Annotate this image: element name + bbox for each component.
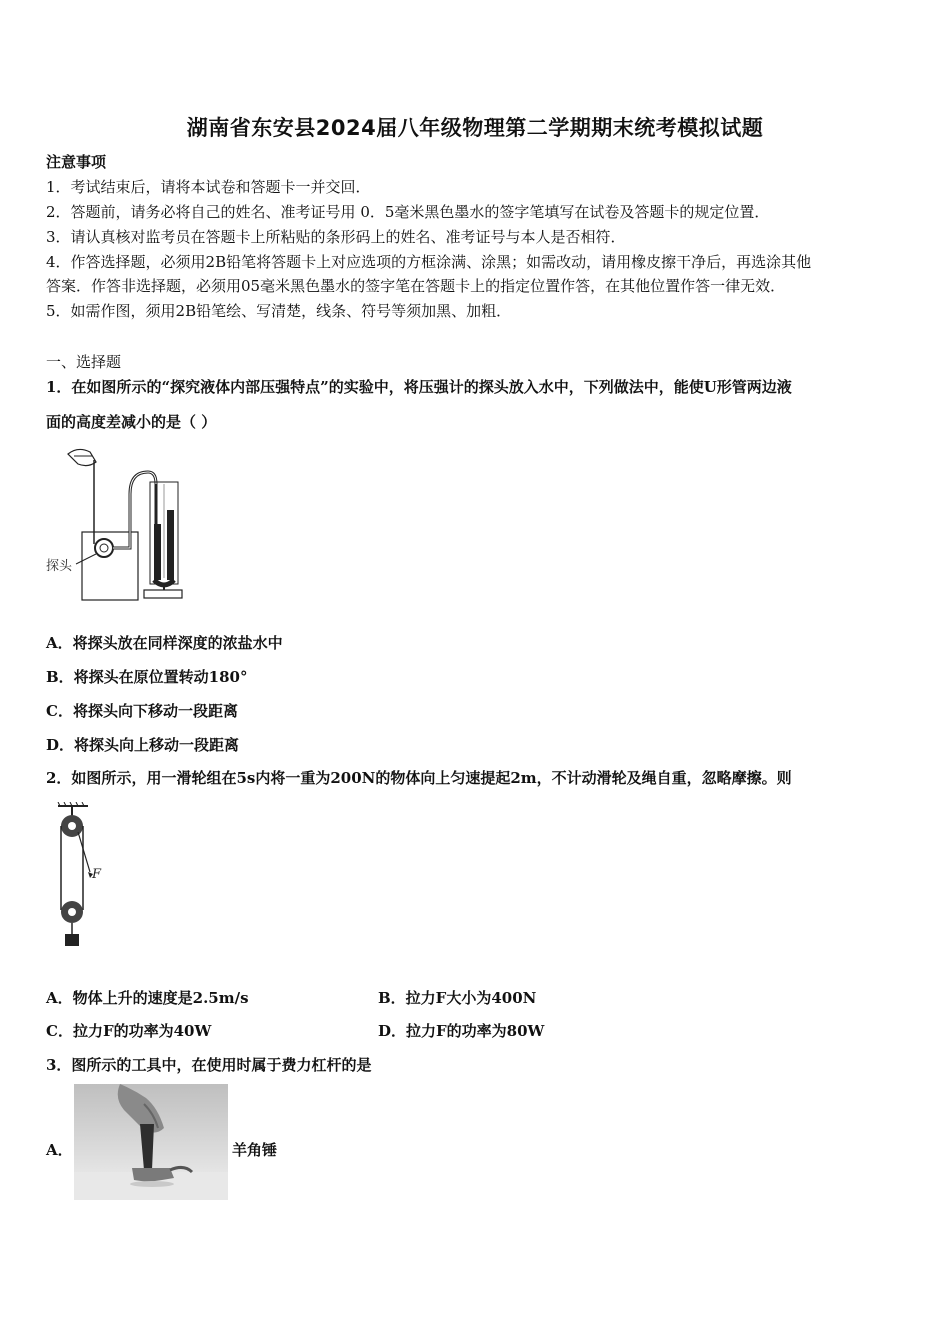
- page-title: 湖南省东安县2024届八年级物理第二学期期末统考模拟试题: [186, 116, 764, 140]
- q1-option-b[interactable]: B．将探头在原位置转动180°: [46, 668, 248, 686]
- q3-stem: 3．图所示的工具中，在使用时属于费力杠杆的是: [46, 1056, 372, 1074]
- section-heading: 一、选择题: [46, 353, 122, 371]
- notice-item: 4．作答选择题，必须用2B铅笔将答题卡上对应选项的方框涂满、涂黑；如需改动，请用橡皮擦干净后，再选涂其他: [46, 253, 812, 271]
- q1-stem-line2: 面的高度差减小的是（ ）: [46, 413, 217, 431]
- q2-stem: 2．如图所示，用一滑轮组在5s内将一重为200N的物体向上匀速提起2m，不计动滑轮及绳自重，忽略摩擦。则: [46, 769, 792, 787]
- q2-option-d[interactable]: D．拉力F的功率为80W: [378, 1022, 545, 1040]
- probe-label: 探头: [46, 559, 73, 574]
- claw-hammer-photo: [74, 1084, 228, 1200]
- q1-option-c[interactable]: C．将探头向下移动一段距离: [46, 702, 238, 720]
- pressure-gauge-figure: [44, 444, 194, 604]
- q3-option-a-letter[interactable]: A．: [46, 1141, 73, 1159]
- q1-stem-line1: 1．在如图所示的“探究液体内部压强特点”的实验中，将压强计的探头放入水中，下列做法中，能使U形管两边液: [46, 378, 792, 396]
- notice-heading: 注意事项: [46, 153, 107, 171]
- q2-option-c[interactable]: C．拉力F的功率为40W: [46, 1022, 212, 1040]
- notice-item: 3．请认真核对监考员在答题卡上所粘贴的条形码上的姓名、准考证号与本人是否相符．: [46, 228, 626, 246]
- force-label: F: [92, 867, 102, 882]
- q2-option-b[interactable]: B．拉力F大小为400N: [378, 989, 537, 1007]
- q1-option-d[interactable]: D．将探头向上移动一段距离: [46, 736, 240, 754]
- q3-option-a-label[interactable]: 羊角锤: [232, 1141, 278, 1159]
- notice-item: 1．考试结束后，请将本试卷和答题卡一并交回．: [46, 178, 371, 196]
- notice-item: 5．如需作图，须用2B铅笔绘、写清楚，线条、符号等须加黑、加粗．: [46, 302, 512, 320]
- pulley-figure: [48, 802, 108, 948]
- q1-option-a[interactable]: A．将探头放在同样深度的浓盐水中: [46, 634, 283, 652]
- notice-item: 答案．作答非选择题，必须用05毫米黑色墨水的签字笔在答题卡上的指定位置作答，在其他位置作答一律无效．: [46, 277, 786, 295]
- q2-option-a[interactable]: A．物体上升的速度是2.5m/s: [46, 989, 249, 1007]
- notice-item: 2．答题前，请务必将自己的姓名、准考证号用 0．5毫米黑色墨水的签字笔填写在试卷及答题卡的规定位置．: [46, 203, 770, 221]
